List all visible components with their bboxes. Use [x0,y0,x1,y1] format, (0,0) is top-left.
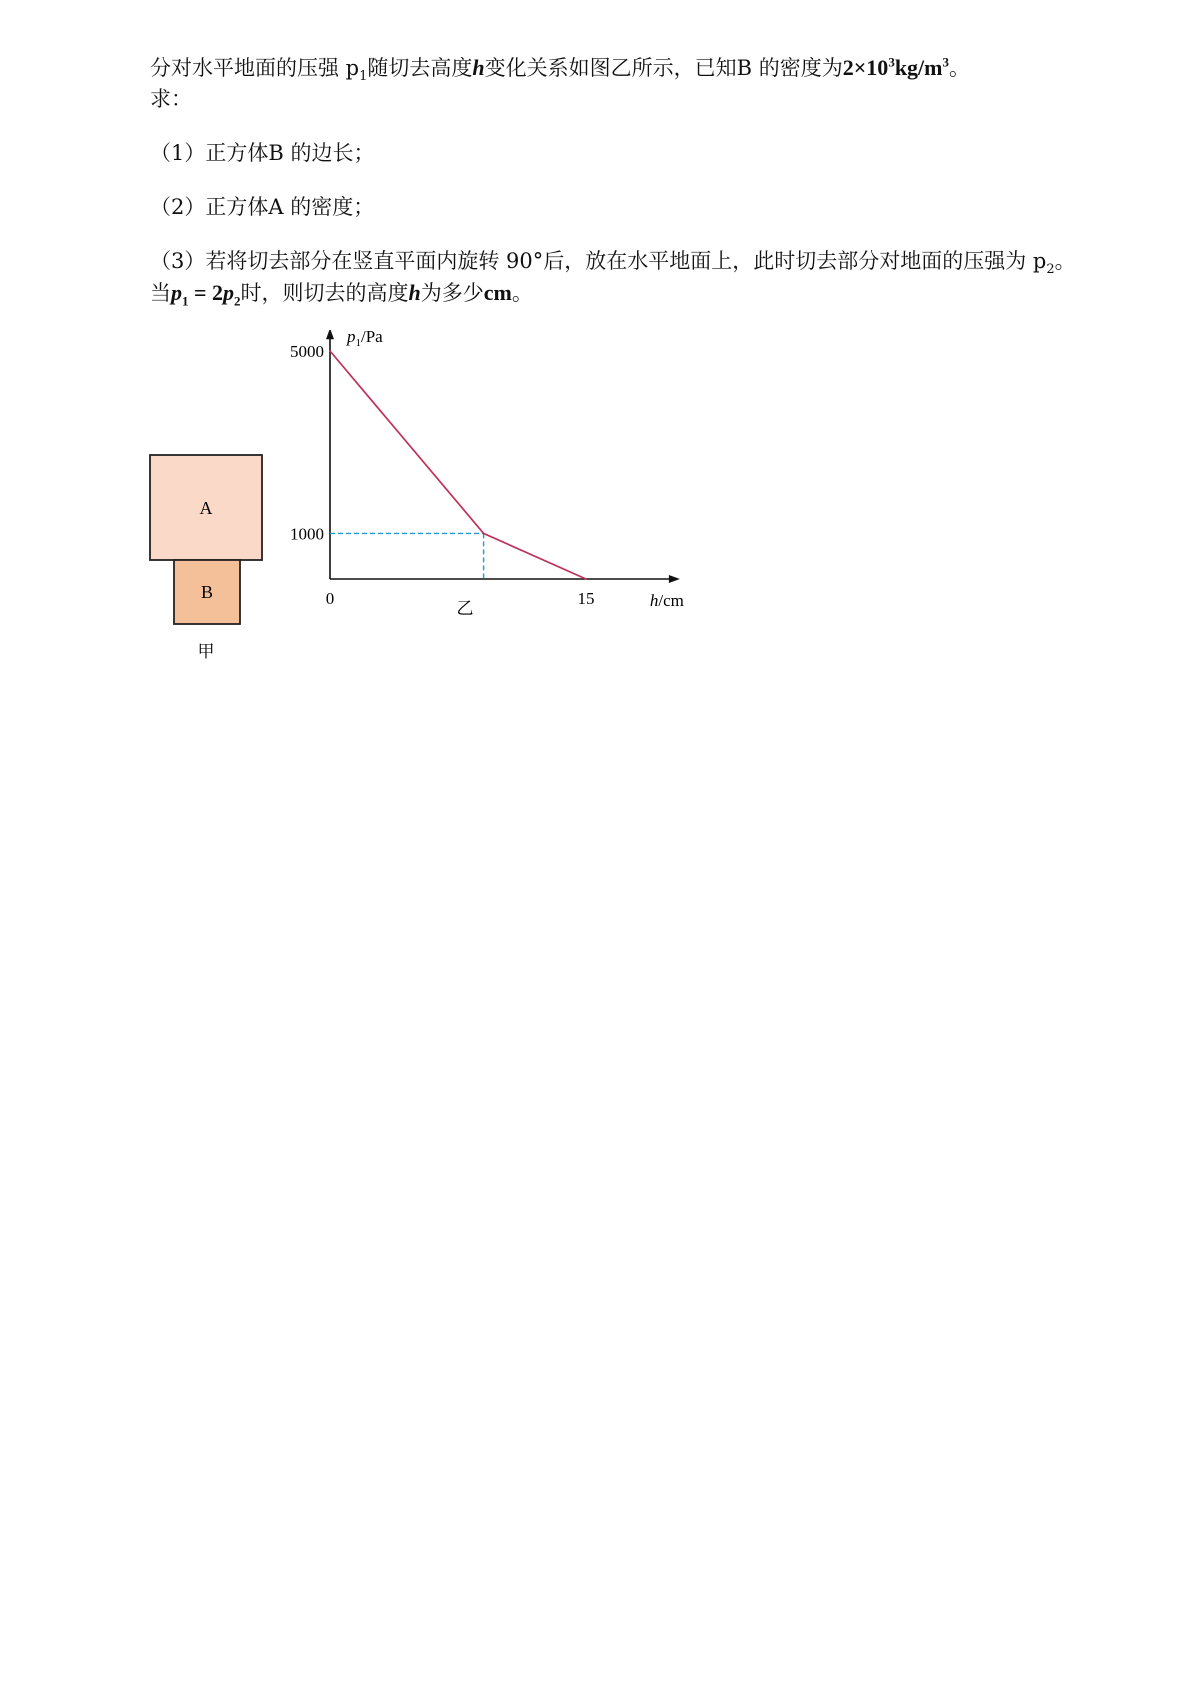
problem-text [150,52,1090,332]
density-unit: kg/m [894,55,943,80]
problem-intro [150,52,1090,115]
density-value [843,55,949,80]
unit-cm: cm [483,280,512,305]
q3-text-3: 时，则切去的高度 [240,281,409,305]
cube-a-label: A [199,498,213,518]
x-tick-label: 0 [325,589,335,608]
density-exponent: 3 [888,54,895,70]
density-mantissa: 2×10 [842,55,889,80]
y-tick-label: 5000 [290,342,324,361]
q3-text-2: 。当 [150,249,1076,305]
y-axis-label: $p_1/Pa$ [347,330,383,350]
x-axis-label: h/cm [649,591,684,610]
q3-text-4: 为多少 [420,281,484,305]
question-3 [150,246,1090,309]
q3-text-5: 。 [511,281,533,305]
eq-p1-sub: 1 [182,293,189,309]
var-h: h [472,55,485,80]
eq-equals: = 2 [188,280,224,305]
q3-sub-1: 2 [1046,262,1055,278]
intro-text-2: 随切去高度 [367,56,473,80]
var-h-2: h [408,280,421,305]
eq-p2: p [223,280,235,305]
intro-text-5: 求： [150,87,192,111]
eq-p2-sub: 2 [234,293,241,309]
y-tick-label: 1000 [290,524,324,544]
pressure-equation [171,280,241,309]
chart-yi [140,330,740,690]
data-point [483,533,485,535]
chart-caption: 乙 [456,599,474,619]
intro-sub-1: 1 [359,69,368,85]
cube-b-label: B [200,582,214,602]
question-1: （1）正方体B 的边长； [150,141,375,165]
q3-text-1: （3）若将切去部分在竖直平面内旋转 90°后，放在水平地面上，此时切去部分对地面的压强为 p [150,249,1047,273]
data-point [585,578,587,580]
intro-text-3: 变化关系如图乙所示，已知B 的密度为 [484,56,843,80]
data-point [329,350,331,352]
intro-text-1: 分对水平地面的压强 p [150,56,360,80]
x-axis-arrow [669,575,680,583]
figure-jia-caption: 甲 [197,642,215,662]
eq-p1: p [171,280,182,305]
intro-text-4: 。 [949,56,970,80]
density-unit-exponent: 3 [942,54,949,70]
figure-area [140,330,740,690]
y-axis-arrow [326,330,334,339]
series-line-0 [330,351,586,579]
question-2: （2）正方体A 的密度； [150,195,375,219]
x-tick-label: 15 [577,589,595,608]
